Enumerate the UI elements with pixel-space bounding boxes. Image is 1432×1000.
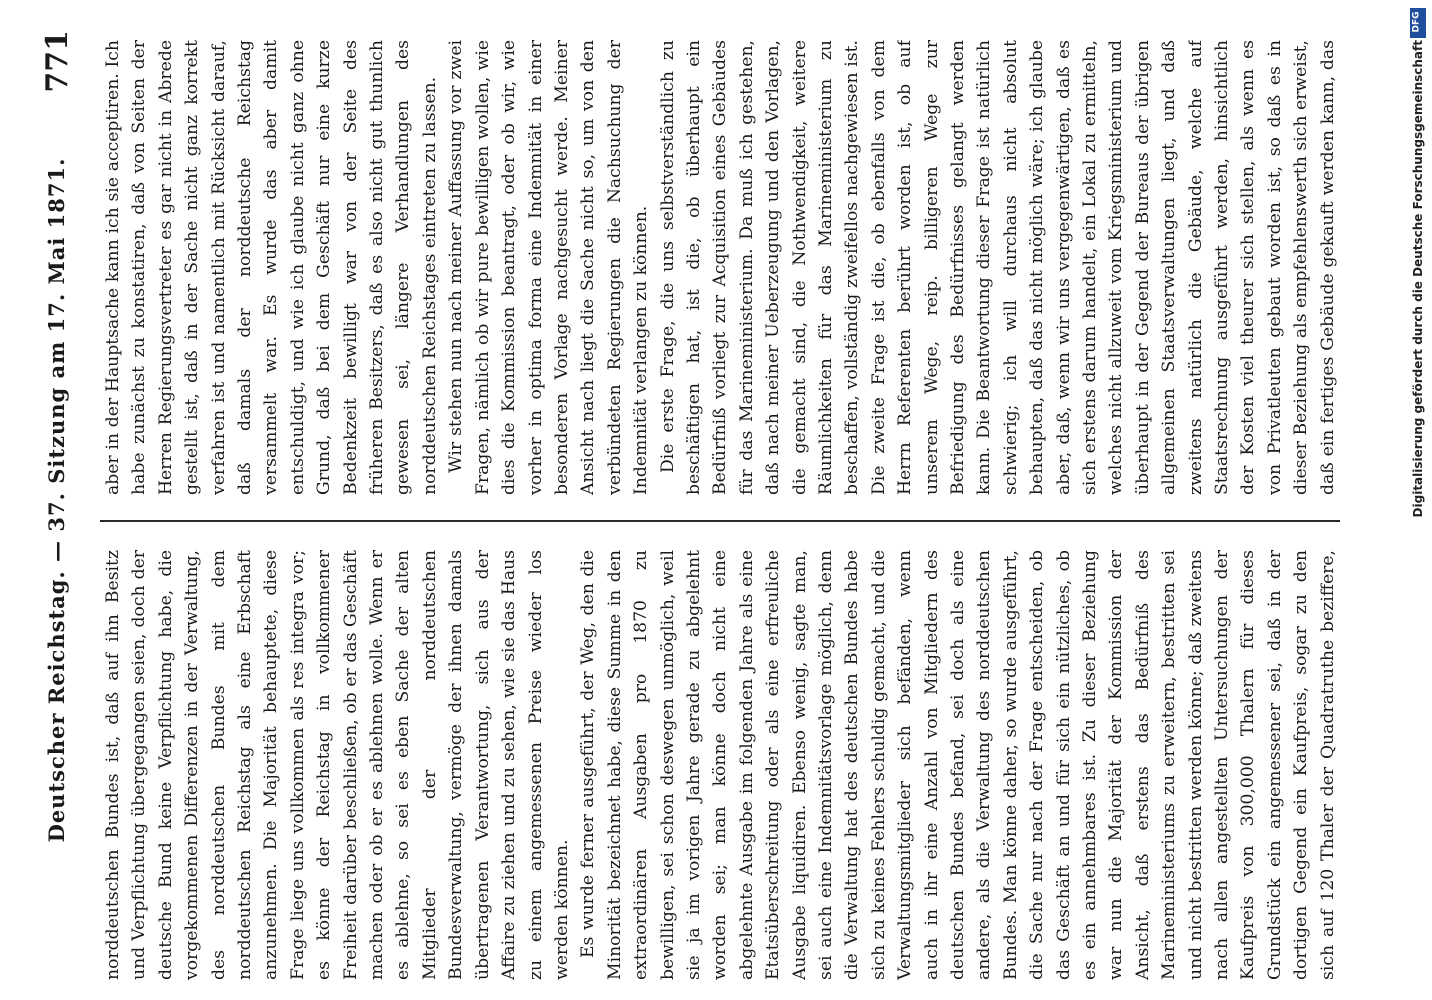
digitization-credit: Digitalisierung gefördert durch die Deutsche Forschungsgemeinschaft <box>1411 40 1425 518</box>
right-column <box>100 40 1340 495</box>
header-title: Deutscher Reichstag. — 37. Sitzung am 17. Mai 1871. <box>44 157 69 843</box>
right-paragraph-2: Wir stehen nun nach meiner Auffassung vor zwei Fragen, nämlich ob wir pure bewilligen wollen, wie dies die Kommission beantragt, oder ob wir, wie vorher in optima forma eine Indemnität in einer besonderen Vorlage nachgesucht werde. Meiner Ansicht nach liegt die Sache nicht so, um von den verbündeten Regierungen die Nachsuchung der Indemnität verlangen zu können. <box>446 40 652 495</box>
left-paragraph-2: Es wurde ferner ausgeführt, der Weg, den die Minorität bezeichnet habe, diese Summe in den extraordinären Ausgaben pro 1870 zu bewilligen, sei schon deswegen unmöglich, weil sie ja im vorigen Jahre gerade zu abgelehnt worden sei; man könne doch nicht eine abgelehnte Ausgabe im folgenden Jahre als eine Etatsüberschreitung oder als eine erfreuliche Ausgabe liquidiren. Ebenso wenig, sagte man, sei auch eine Indemnitätsvorlage möglich, denn die Verwaltung hat des deutschen Bundes habe sich zu keines Fehlers schuldig gemacht, und die Verwaltungsmitglieder sich befänden, wenn auch in ihr eine Anzahl von Mitgliedern des deutschen Bundes befand, sei doch als eine andere, als die Verwaltung des norddeutschen Bundes. Man könne daher, so wurde ausgeführt, die Sache nur nach der Frage entscheiden, ob das Geschäft an und für sich ein nützliches, ob es ein annehmbares ist. Zu dieser Beziehung war nun die Majorität der Kommission der Ansicht, daß erstens das Bedürfniß des Marineministeriums zu erweitern, bestritten sei und nicht bestritten werden könne; daß zweitens nach allen angestellten Untersuchungen der Kaufpreis von 300,000 Thalern für dieses Grundstück ein angemessener sei, daß in der dortigen Gegend ein Kaufpreis, sogar zu den sich auf 120 Thaler der Quadratruthe beziffere, <box>578 550 1338 980</box>
right-paragraph-3: Die erste Frage, die uns selbstverständlich zu beschäftigen hat, ist die, ob überhaupt ein Bedürfniß vorliegt zur Acquisition eines Gebäudes für das Marineministerium. Da muß ich gestehen, daß nach meiner Ueberzeugung und den Vorlagen, die gemacht sind, die Nothwendigkeit, weitere Räumlichkeiten für das Marineministerium zu beschaffen, vollständig zweifellos nachgewiesen ist. Die zweite Frage ist die, ob ebenfalls von dem Herrn Referenten berührt worden ist, ob auf unserem Wege, reip. billigeren Wege zur Befriedigung des Bedürfnisses gelangt werden kann. Die Beantwortung dieser Frage ist natürlich schwierig; ich will durchaus nicht absolut behaupten, daß das nicht möglich wäre; ich glaube aber, daß, wenn wir uns vergegenwärtigen, daß es sich erstens darum handelt, ein Lokal zu ermitteln, welches nicht allzuweit vom Kriegsministerium und überhaupt in der Gegend der Bureaus der übrigen allgemeinen Staatsverwaltungen liegt, und daß zweitens natürlich die Gebäude, welche auf Staatsrechnung ausgeführt werden, hinsichtlich der Kosten viel theurer sich stellen, als wenn es von Privatleuten gebaut worden ist, so daß es in dieser Beziehung als empfehlenswerth sich erweist, daß ein fertiges Gebäude gekauft werden kann, das <box>657 40 1338 495</box>
column-divider <box>100 520 1340 522</box>
right-paragraph-1: aber in der Hauptsache kann ich sie acceptiren. Ich habe zunächst zu konstatiren, daß von Seiten der Herren Regierungsvertreter es gar nicht in Abrede gestellt ist, daß in der Sache nicht ganz korrekt verfahren ist und namentlich mit Rücksicht darauf, daß damals der norddeutsche Reichstag versammelt war. Es wurde das aber damit entschuldigt, und wie ich glaube nicht ganz ohne Grund, daß bei dem Geschäft nur eine kurze Bedenkzeit bewilligt war von der Seite des früheren Besitzers, daß es also nicht gut thunlich gewesen sei, längere Verhandlungen des norddeutschen Reichstages eintreten zu lassen. <box>103 40 440 495</box>
left-column <box>100 550 1340 980</box>
left-paragraph-1: norddeutschen Bundes ist, daß auf ihn Besitz und Verpflichtung übergegangen seien, doch der deutsche Bund keine Verpflichtung habe, die vorgekommenen Differenzen in der Verwaltung, des norddeutschen Bundes mit dem norddeutschen Reichstag als eine Erbschaft anzunehmen. Die Majorität behauptete, diese Frage liege uns vollkommen als res integra vor; es könne der Reichstag in vollkommener Freiheit darüber beschließen, ob er das Geschäft machen oder ob er es ablehnen wolle. Wenn er es ablehne, so sei es eben Sache der alten Mitglieder der norddeutschen Bundesverwaltung, vermöge der ihnen damals übertragenen Verantwortung, sich aus der Affaire zu ziehen und zu sehen, wie sie das Haus zu einem angemessenen Preise wieder los werden können. <box>103 550 572 980</box>
digitization-credit-strip <box>1404 0 1432 1000</box>
page-number: 771 <box>40 30 75 93</box>
dfg-logo-icon <box>1410 8 1426 38</box>
page-header <box>26 30 86 970</box>
dfg-logo-text: DFG <box>1411 11 1422 33</box>
